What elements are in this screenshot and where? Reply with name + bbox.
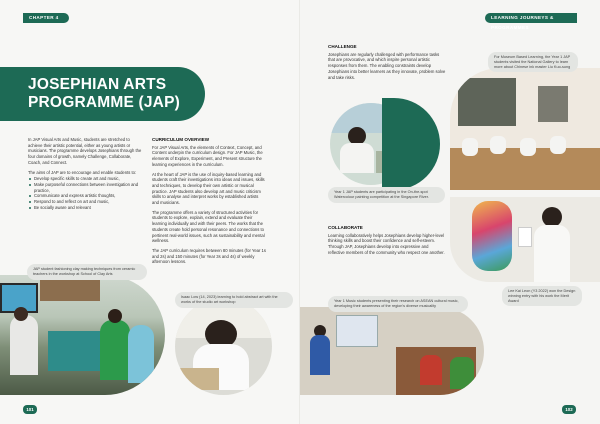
ink-painting [458, 78, 516, 126]
worktable [48, 331, 103, 371]
caption-boy: Isaac Low (14, 2023) learning to hold abstract art with the works of the studio art workshop [175, 292, 293, 308]
caption-kids: Year 1 JAP students are participating in the On-the-spot Watercolour painting competition at the Singapore River. [328, 187, 445, 203]
photo-museum [450, 68, 600, 190]
ink-painting [538, 86, 568, 122]
caption-museum: For Museum Based Learning, the Year 1 JAP students visited the National Gallery to learn more about Chinese ink master Liu Kuo-sung [488, 52, 578, 72]
artwork [179, 368, 219, 390]
photo-boy-painting [175, 298, 272, 395]
curriculum-paragraph: For JAP Visual Arts, the elements of Context, Concept, and Content underpin the curriculum design. For JAP Music, the elements of Explore, Experiment, and Present structure the learning experiences in the curriculum. [152, 144, 263, 167]
intro-column [28, 137, 142, 214]
caption-award: Lee Kai Leon (Y3 2022) won the Design winning entry with his work the Merit Award [502, 286, 582, 306]
aim-item: Communicate and express artistic thoughts, [28, 193, 142, 199]
student-figure [10, 315, 38, 375]
certificate [518, 227, 532, 247]
audience-student [450, 357, 474, 389]
aim-item: Be socially aware and relevant [28, 205, 142, 211]
curriculum-heading: CURRICULUM OVERVIEW [152, 137, 210, 142]
student-figure [128, 325, 154, 383]
chapter-tab: CHAPTER 4 [23, 13, 69, 23]
page-number-left: 101 [23, 405, 37, 414]
challenge-heading: CHALLENGE [328, 44, 357, 49]
seated-student [490, 136, 506, 154]
page-title: JOSEPHIAN ARTS PROGRAMME (JAP) [28, 76, 180, 111]
aims-list [28, 176, 142, 210]
curriculum-paragraph: The programme offers a variety of structured activities for students to explore, explain, extend and evaluate their learning individually and with their peers. The works that the students create hold personal resonance and connections to pertinent real-world issues, such as sustainability and mental wellness. [152, 209, 265, 244]
audience-student [420, 355, 442, 385]
collaborate-paragraph: Learning collaboratively helps Josephians develop higher-level thinking skills and boost their confidence and self-esteem. Through JAP, Josephians develop into expressive and reflective members of the community who respect one another. [328, 232, 445, 255]
curriculum-paragraph: At the heart of JAP is the use of inquiry-based learning and students craft their investigations into ideas and issues, skills and techniques, to develop their own artistic or musical practice. JAP students also develop art and music criticism skills to analyse and interpret works by established artists and musicians. [152, 171, 265, 206]
presentation-screen [336, 315, 378, 347]
aim-item: Respond to and reflect on art and music, [28, 199, 142, 205]
intro-paragraph: In JAP Visual Arts and Music, students are stretched to achieve their artistic potential, either as young artists or musicians. The programme develops Josephians through the four domains of growth, namely Challenge, Collaborate, Coach, and Connect. [28, 137, 142, 165]
section-tab: LEARNING JOURNEYS & PROGRAMMES [485, 13, 577, 23]
award-artwork [472, 201, 512, 271]
student-shirt [534, 225, 570, 282]
seated-student [520, 138, 536, 156]
green-accent [382, 98, 440, 190]
aim-item: Develop specific skills to create art and music, [28, 176, 142, 182]
right-page [300, 0, 600, 424]
collaborate-heading: COLLABORATE [328, 225, 363, 230]
curriculum-column [152, 137, 266, 269]
photo-clay-workshop [0, 275, 165, 395]
photo-award [450, 197, 600, 282]
caption-present: Year 1 Music students presenting their research on ASEAN cultural music, developing their awareness of the region's diverse musicality [328, 296, 468, 312]
collaborate-column [328, 225, 446, 260]
aims-lead: The aims of JAP are to encourage and enable students to: [28, 169, 137, 175]
seated-student [550, 136, 566, 154]
student-head [14, 307, 28, 321]
student-figure [100, 320, 130, 380]
caption-clay: JAP student fashioning clay making techniques from ceramic teachers in the workshop at School of Clay Arts [27, 264, 147, 280]
curriculum-paragraph: The JAP curriculum requires between 80 minutes (for Year 1s and 2s) and 150 minutes (for Year 3s and 4s) of weekly afternoon lessons. [152, 247, 266, 265]
aim-item: Make purposeful connections between investigation and practice, [28, 182, 142, 193]
shelf [40, 277, 100, 301]
challenge-column [328, 44, 446, 84]
student-head [108, 309, 122, 323]
presenter-body [310, 335, 330, 375]
child-shirt [340, 143, 374, 173]
page-number-right: 102 [562, 405, 576, 414]
title-banner [0, 67, 205, 121]
photo-music-presentation [300, 307, 484, 395]
seated-student [462, 138, 478, 156]
challenge-paragraph: Josephians are regularly challenged with performance tasks that are provocative, and which inspire personal artistic responses from them. The enabling constraints develop Josephians into better learners as they innovate, problem solve and take risks. [328, 51, 446, 80]
student-head [542, 207, 562, 227]
